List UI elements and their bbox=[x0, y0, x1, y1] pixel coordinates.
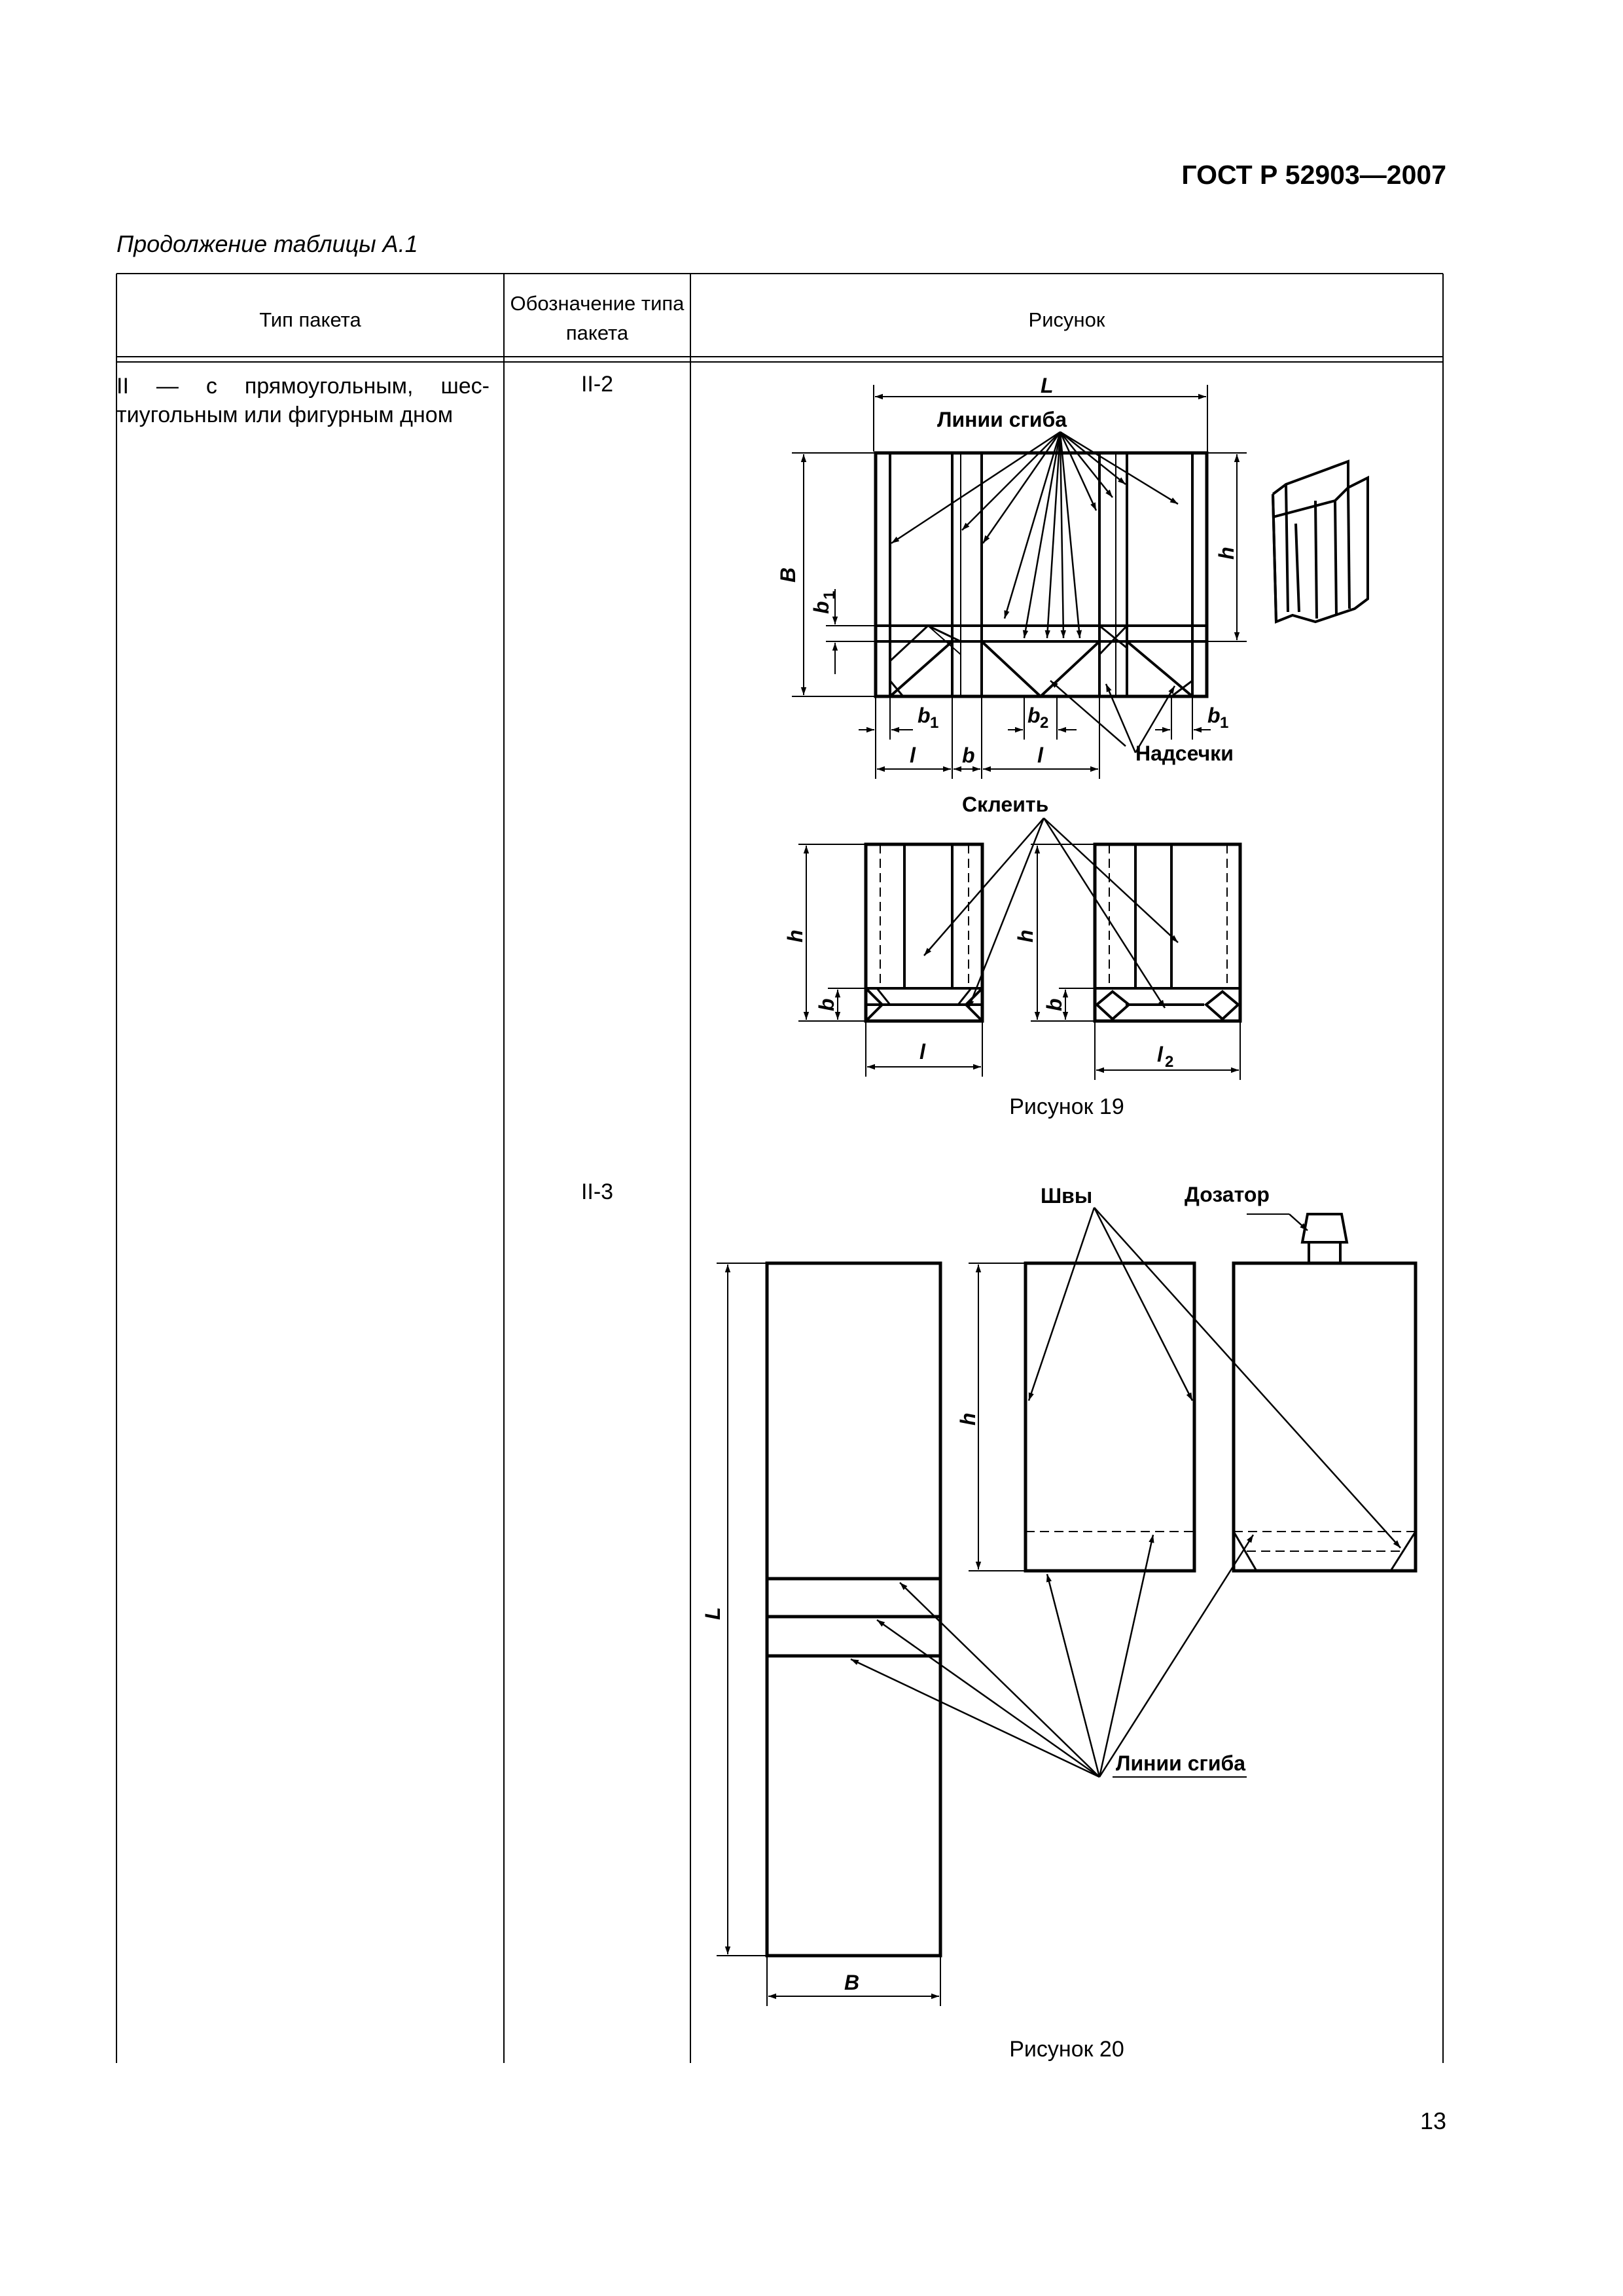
fig20-label-L: L bbox=[701, 1607, 724, 1620]
fig19-label-L: L bbox=[1041, 374, 1054, 397]
fig19-label-b1-right-sub: 1 bbox=[1220, 714, 1229, 732]
fig19-label-b-left: b bbox=[815, 998, 838, 1011]
fig19-label-b: b bbox=[962, 744, 975, 767]
figure-19 bbox=[792, 385, 1368, 1080]
column-header-code: Обозначение типа пакета bbox=[510, 292, 685, 344]
figure-20-caption: Рисунок 20 bbox=[1009, 2037, 1124, 2062]
page-number: 13 bbox=[1419, 2108, 1446, 2134]
fig19-label-B: B bbox=[776, 567, 800, 583]
fig19-label-l-mid: l bbox=[1037, 744, 1043, 767]
fig19-label-notches: Надсечки bbox=[1135, 742, 1234, 765]
fig19-label-h: h bbox=[1215, 547, 1238, 560]
document-code: ГОСТ Р 52903—2007 bbox=[1181, 160, 1446, 190]
fig19-label-b1-left-sub: 1 bbox=[930, 714, 939, 732]
fig19-label-glue: Склеить bbox=[962, 793, 1049, 816]
bag-code-ii-3: II-3 bbox=[580, 1179, 614, 1204]
figure-19-caption: Рисунок 19 bbox=[1009, 1094, 1124, 1119]
fig19-label-b-right: b bbox=[1043, 998, 1066, 1011]
fig19-label-b1-left: b bbox=[918, 704, 931, 727]
fig19-label-fold-lines: Линии сгиба bbox=[937, 408, 1067, 431]
column-header-type: Тип пакета bbox=[259, 308, 361, 331]
fig19-label-l-left: l bbox=[910, 744, 916, 767]
fig20-label-seams: Швы bbox=[1041, 1184, 1093, 1208]
fig19-label-b2-sub: 2 bbox=[1040, 714, 1049, 732]
fig19-label-b1-right: b bbox=[1207, 704, 1221, 727]
table-grid bbox=[116, 274, 1443, 2063]
bag-type-description: II — с прямоугольным, шес-тиугольным или фигурным дном bbox=[116, 374, 490, 428]
fig19-label-h-left: h bbox=[783, 929, 807, 942]
fig20-label-B: B bbox=[844, 1971, 860, 1994]
fig20-label-fold-lines: Линии сгиба bbox=[1116, 1751, 1246, 1775]
bag-code-ii-2: II-2 bbox=[580, 372, 614, 397]
fig19-label-l-bottom: l bbox=[919, 1040, 925, 1064]
fig19-label-b2: b bbox=[1027, 704, 1041, 727]
fig19-label-l2: l bbox=[1157, 1043, 1163, 1066]
fig19-label-b1-sub: 1 bbox=[821, 590, 838, 600]
table-continuation-title: Продолжение таблицы А.1 bbox=[116, 230, 418, 257]
fig19-label-h-right: h bbox=[1014, 929, 1037, 942]
fig19-label-b1: b bbox=[810, 601, 833, 614]
fig20-label-h: h bbox=[956, 1412, 980, 1426]
fig20-label-dispenser: Дозатор bbox=[1185, 1183, 1270, 1206]
figure-20 bbox=[717, 1208, 1416, 2006]
column-header-figure: Рисунок bbox=[1028, 308, 1105, 331]
fig19-label-l2-sub: 2 bbox=[1165, 1053, 1174, 1071]
